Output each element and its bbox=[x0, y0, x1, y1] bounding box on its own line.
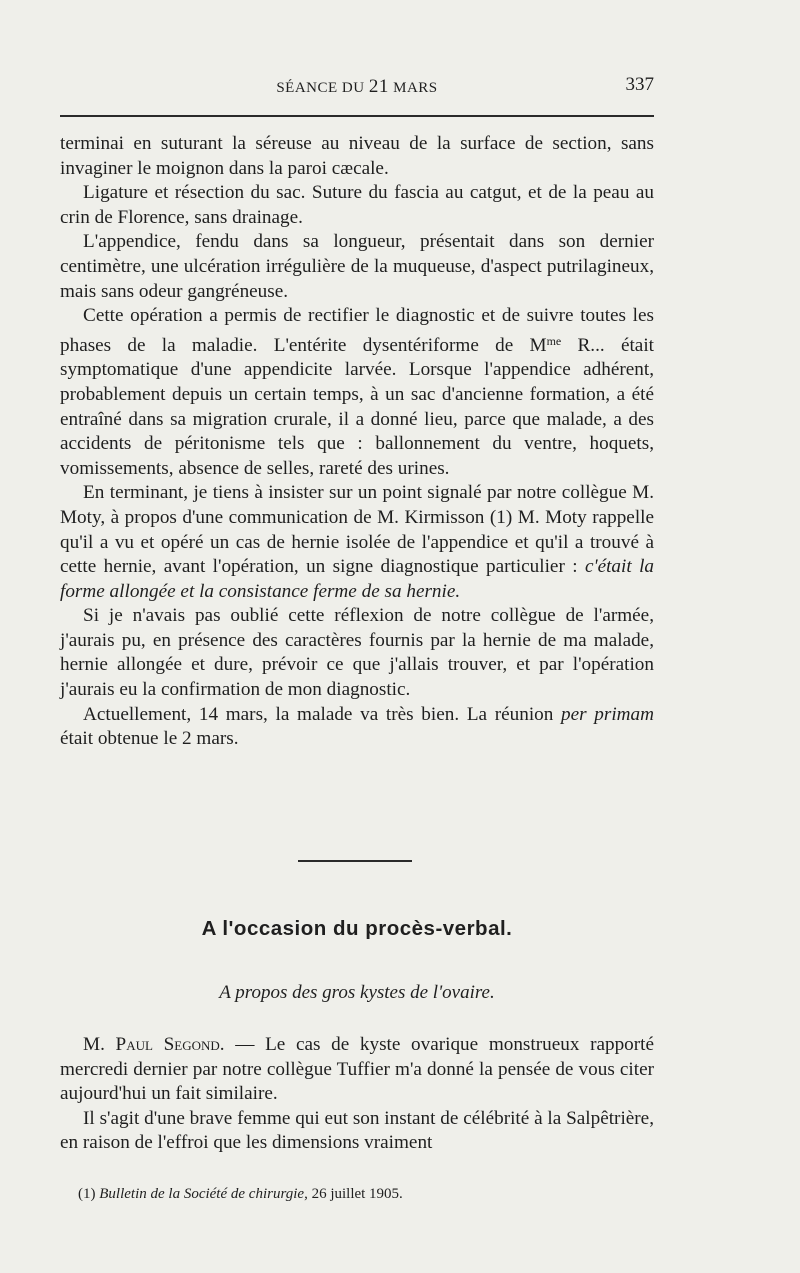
section-paragraph-1-text: . — Le cas de kyste ovarique monstrueux rapporté mercredi dernier par notre collègue Tuffier m'a donné la pensée de vous citer aujourd'hui un fait similaire. bbox=[60, 1034, 654, 1105]
paragraph-5 bbox=[60, 481, 654, 604]
title-prefix: SÉANCE DU bbox=[276, 80, 365, 96]
section-paragraph-1 bbox=[60, 1033, 654, 1107]
page-number: 337 bbox=[625, 74, 654, 95]
section-subtitle: A propos des gros kystes de l'ovaire. bbox=[219, 982, 495, 1003]
paragraph-4 bbox=[60, 304, 654, 481]
speaker-name: Paul Segond bbox=[115, 1034, 220, 1055]
paragraph-6: Si je n'avais pas oublié cette réflexion de notre collègue de l'armée, j'aurais pu, en présence des caractères fournis par la hernie de ma malade, hernie allongée et dure, prévoir ce que j'allais trouver, et par l'opération j'aurais eu la confirmation de mon diagnostic. bbox=[60, 605, 654, 701]
footnote bbox=[78, 1186, 658, 1203]
paragraph-5-italic: c'était la forme allongée et la consistance ferme de sa hernie. bbox=[60, 556, 654, 602]
paragraph-7-start: Actuellement, 14 mars, la malade va très bien. La réunion bbox=[83, 703, 562, 725]
footnote-marker: (1) bbox=[78, 1186, 96, 1202]
paragraph-7-end: était obtenue le 2 mars. bbox=[60, 728, 239, 750]
speaker-prefix: M. bbox=[83, 1034, 116, 1055]
paragraph-7 bbox=[60, 703, 654, 752]
section-divider bbox=[298, 860, 412, 862]
section-text bbox=[60, 1033, 654, 1156]
paragraph-7-italic: per primam bbox=[561, 703, 654, 725]
running-title bbox=[60, 76, 654, 98]
paragraph-2: Ligature et résection du sac. Suture du fascia au catgut, et de la peau au crin de Florence, sans drainage. bbox=[60, 182, 654, 228]
paragraph-5-start: En terminant, je tiens à insister sur un point signalé par notre collègue M. Moty, à propos d'une communication de M. Kirmisson (1) M. Moty rappelle qu'il a vu et opéré un cas de hernie isolée de l'appendice et qu'il a trouvé à cette hernie, avant l'opération, un signe diagnostique particulier : bbox=[60, 482, 654, 578]
running-header bbox=[60, 76, 654, 100]
paragraph-4-start: Cette opération a permis de rectifier le diagnostic et de suivre toutes les phases de la maladie. L'entérite dysentériforme de M bbox=[60, 305, 654, 356]
header-rule bbox=[60, 115, 654, 117]
title-day: 21 bbox=[368, 76, 389, 97]
footnote-source: Bulletin de la Société de chirurgie bbox=[99, 1186, 305, 1202]
section-title: A l'occasion du procès-verbal. bbox=[201, 917, 513, 940]
paragraph-3: L'appendice, fendu dans sa longueur, présentait dans son dernier centimètre, une ulcération irrégulière de la muqueuse, d'aspect putrilagineux, mais sans odeur gangréneuse. bbox=[60, 231, 654, 302]
section-paragraph-2: Il s'agit d'une brave femme qui eut son instant de célébrité à la Salpêtrière, en raison de l'effroi que les dimensions vraiment bbox=[60, 1107, 654, 1154]
title-month: MARS bbox=[393, 80, 438, 96]
superscript-me: me bbox=[546, 333, 562, 348]
main-text bbox=[60, 132, 654, 752]
paragraph-4-end: R... était symptomatique d'une appendicite larvée. Lorsque l'appendice adhérent, probablement depuis un certain temps, à un sac d'ancienne formation, a été entraîné dans sa migration crurale, il a donné lieu, parce que malade, a des accidents de péritonisme tels que : ballonnement du ventre, hoquets, vomissements, absence de selles, rareté des urines. bbox=[60, 334, 654, 479]
footnote-date: , 26 juillet 1905. bbox=[304, 1186, 403, 1202]
paragraph-1: terminai en suturant la séreuse au niveau de la surface de section, sans invaginer le moignon dans la paroi cæcale. bbox=[60, 133, 654, 179]
